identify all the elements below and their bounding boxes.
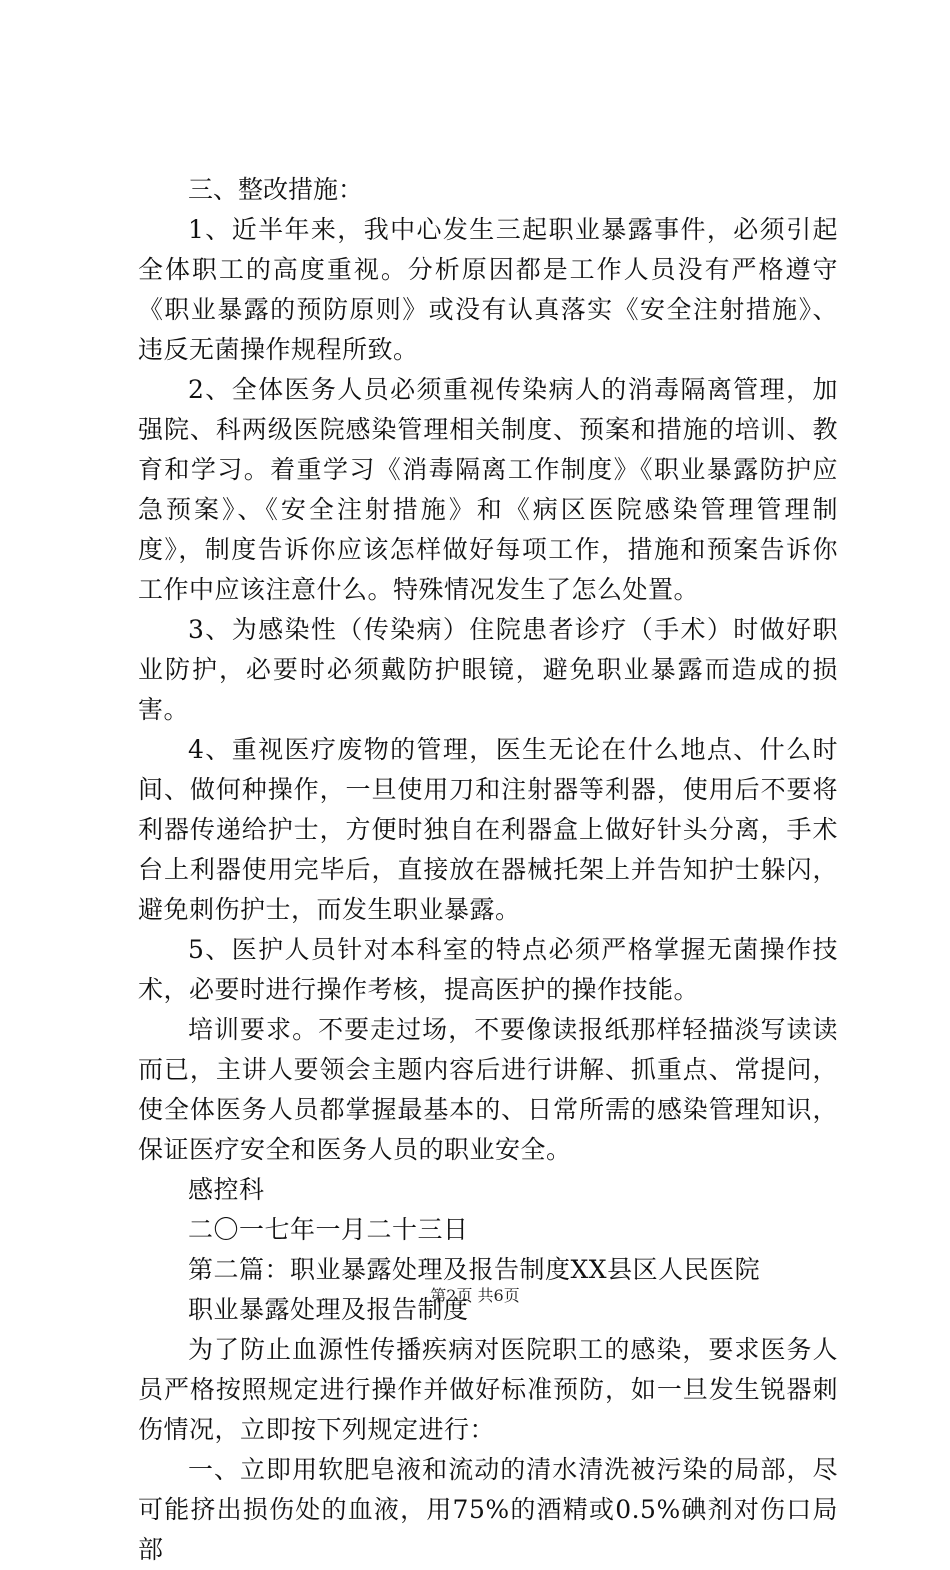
page-footer: 第2页 共6页 — [430, 1286, 520, 1305]
paragraph-3: 3、为感染性（传染病）住院患者诊疗（手术）时做好职业防护，必要时必须戴防护眼镜，避免职业暴露而造成的损害。 — [138, 615, 838, 724]
paragraph-1: 1、近半年来，我中心发生三起职业暴露事件，必须引起全体职工的高度重视。分析原因都是工作人员没有严格遵守《职业暴露的预防原则》或没有认真落实《安全注射措施》、违反无菌操作规程所致。 — [138, 215, 838, 364]
paragraph-4: 4、重视医疗废物的管理，医生无论在什么地点、什么时间、做何种操作，一旦使用刀和注射器等利器，使用后不要将利器传递给护士，方便时独自在利器盒上做好针头分离，手术台上利器使用完毕后，直接放在器械托架上并告知护士躲闪，避免刺伤护士，而发生职业暴露。 — [138, 735, 838, 924]
second-article-title: 第二篇：职业暴露处理及报告制度XX县区人民医院 — [188, 1255, 761, 1284]
document-body — [138, 170, 838, 1570]
second-article-subtitle: 职业暴露处理及报告制度 — [188, 1295, 469, 1324]
document-date: 二〇一七年一月二十三日 — [188, 1215, 469, 1244]
section-heading: 三、整改措施： — [188, 175, 364, 204]
paragraph-2: 2、全体医务人员必须重视传染病人的消毒隔离管理，加强院、科两级医院感染管理相关制度、预案和措施的培训、教育和学习。着重学习《消毒隔离工作制度》《职业暴露防护应急预案》、《安全注射措施》和《病区医院感染管理管理制度》，制度告诉你应该怎样做好每项工作，措施和预案告诉你工作中应该注意什么。特殊情况发生了怎么处置。 — [138, 375, 838, 604]
paragraph-5: 5、医护人员针对本科室的特点必须严格掌握无菌操作技术，必要时进行操作考核，提高医护的操作技能。 — [138, 935, 838, 1004]
training-requirements: 培训要求。不要走过场，不要像读报纸那样轻描淡写读读而已，主讲人要领会主题内容后进行讲解、抓重点、常提问，使全体医务人员都掌握最基本的、日常所需的感染管理知识，保证医疗安全和医务人员的职业安全。 — [138, 1015, 838, 1164]
second-paragraph-1: 为了防止血源性传播疾病对医院职工的感染，要求医务人员严格按照规定进行操作并做好标准预防，如一旦发生锐器刺伤情况，立即按下列规定进行： — [138, 1335, 838, 1444]
department-signature: 感控科 — [188, 1175, 265, 1204]
second-paragraph-2: 一、立即用软肥皂液和流动的清水清洗被污染的局部，尽可能挤出损伤处的血液，用75%的酒精或0.5%碘剂对伤口局部 — [138, 1455, 838, 1564]
